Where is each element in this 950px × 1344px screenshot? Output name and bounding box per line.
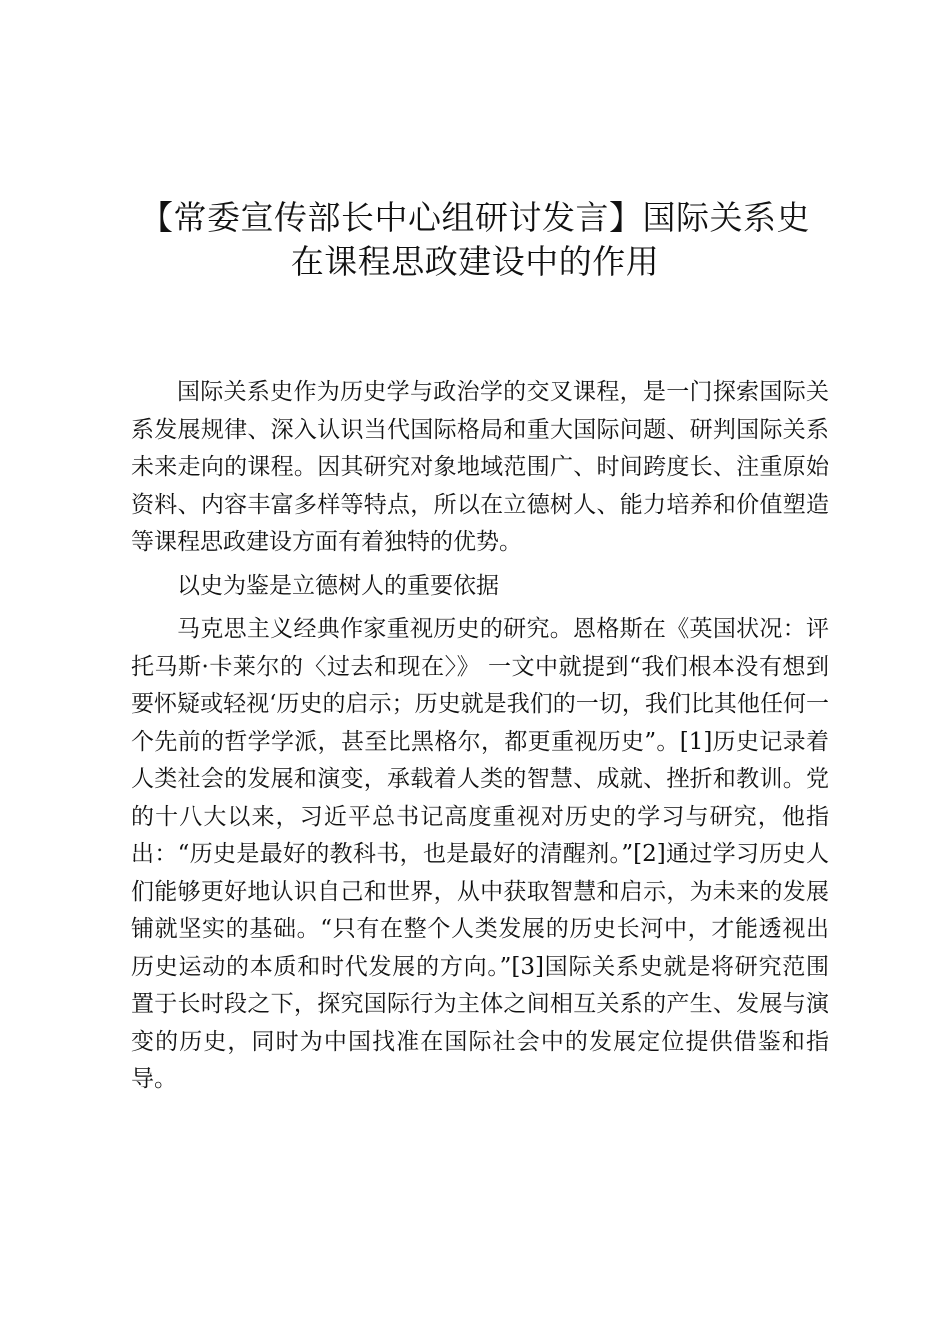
paragraph-intro: 国际关系史作为历史学与政治学的交叉课程，是一门探索国际关系发展规律、深入认识当代国际格局和重大国际问题、研判国际关系未来走向的课程。因其研究对象地域范围广、时间跨度长、注重原始资料、内容丰富多样等特点，所以在立德树人、能力培养和价值塑造等课程思政建设方面有着独特的优势。 (131, 379, 829, 555)
section-heading: 以史为鉴是立德树人的重要依据 (177, 572, 499, 599)
title-line-1: 【常委宣传部长中心组研讨发言】国际关系史 (140, 198, 810, 237)
title-line-2: 在课程思政建设中的作用 (290, 242, 660, 281)
document-body (131, 374, 829, 1099)
document-title (100, 196, 850, 284)
paragraph-history: 马克思主义经典作家重视历史的研究。恩格斯在《英国状况：评托马斯·卡莱尔的〈过去和现在〉》 一文中就提到“我们根本没有想到要怀疑或轻视‘历史的启示；历史就是我们的一切，我们比其他任何一个先前的哲学学派，甚至比黑格尔，都更重视历史”。[1]历史记录着人类社会的发展和演变，承载着人类的智慧、成就、挫折和教训。党的十八大以来，习近平总书记高度重视对历史的学习与研究，他指出：“历史是最好的教科书，也是最好的清醒剂。”[2]通过学习历史人们能够更好地认识自己和世界，从中获取智慧和启示，为未来的发展铺就坚实的基础。“只有在整个人类发展的历史长河中，才能透视出历史运动的本质和时代发展的方向。”[3]国际关系史就是将研究范围置于长时段之下，探究国际行为主体之间相互关系的产生、发展与演变的历史，同时为中国找准在国际社会中的发展定位提供借鉴和指导。 (131, 616, 829, 1092)
